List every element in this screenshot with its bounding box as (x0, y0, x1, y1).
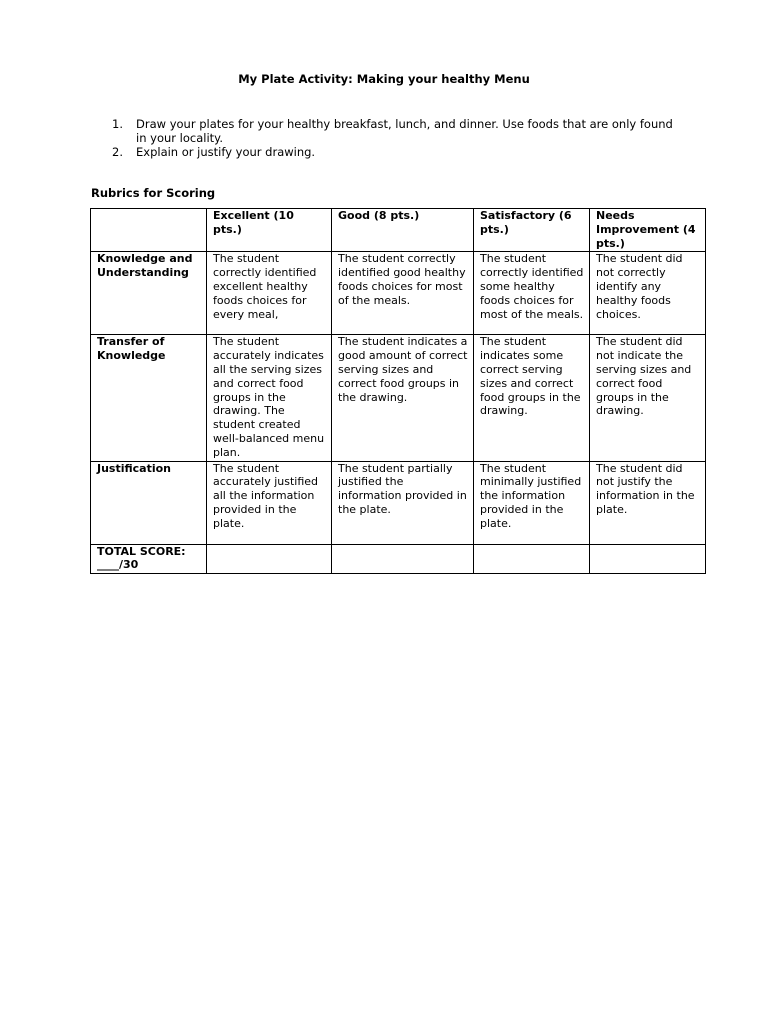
instruction-item (112, 146, 682, 160)
instruction-item (112, 118, 682, 146)
table-row (91, 461, 706, 544)
score-cell[interactable] (590, 544, 706, 574)
row-label: Justification (91, 461, 207, 544)
score-cell[interactable] (474, 544, 590, 574)
table-header-cell: Good (8 pts.) (332, 209, 474, 252)
table-cell: The student did not correctly identify any healthy foods choices. (590, 252, 706, 335)
instruction-number: 1. (112, 117, 123, 131)
table-header-cell: Excellent (10 pts.) (207, 209, 332, 252)
table-cell: The student correctly identified some healthy foods choices for most of the meals. (474, 252, 590, 335)
table-cell: The student indicates a good amount of correct serving sizes and correct food groups in the drawing. (332, 335, 474, 461)
table-row (91, 335, 706, 461)
table-cell: The student correctly identified good healthy foods choices for most of the meals. (332, 252, 474, 335)
table-cell: The student accurately indicates all the serving sizes and correct food groups in the drawing. The student created well-balanced menu plan. (207, 335, 332, 461)
table-header-row (91, 209, 706, 252)
instruction-text: Explain or justify your drawing. (136, 144, 316, 159)
document-title: My Plate Activity: Making your healthy Menu (238, 72, 530, 86)
table-cell: The student accurately justified all the information provided in the plate. (207, 461, 332, 544)
rubric-table (90, 208, 706, 574)
table-row-total (91, 544, 706, 574)
table-header-cell: Satisfactory (6 pts.) (474, 209, 590, 252)
row-label: Transfer of Knowledge (91, 335, 207, 461)
rubric-heading: Rubrics for Scoring (91, 186, 216, 200)
score-cell[interactable] (207, 544, 332, 574)
table-cell: The student minimally justified the information provided in the plate. (474, 461, 590, 544)
table-row (91, 252, 706, 335)
table-cell: The student indicates some correct serving sizes and correct food groups in the drawing. (474, 335, 590, 461)
table-header-cell (91, 209, 207, 252)
table-header-cell: Needs Improvement (4 pts.) (590, 209, 706, 252)
instruction-text: Draw your plates for your healthy breakfast, lunch, and dinner. Use foods that are only found in your locality. (136, 117, 673, 145)
instruction-number: 2. (112, 144, 123, 159)
instructions-list (112, 118, 682, 159)
table-cell: The student partially justified the information provided in the plate. (332, 461, 474, 544)
row-label: Knowledge and Understanding (91, 252, 207, 335)
table-cell: The student did not indicate the serving sizes and correct food groups in the drawing. (590, 335, 706, 461)
score-cell[interactable] (332, 544, 474, 574)
table-cell: The student did not justify the information in the plate. (590, 461, 706, 544)
total-score-label: TOTAL SCORE: ____/30 (91, 544, 207, 574)
table-cell: The student correctly identified excellent healthy foods choices for every meal, (207, 252, 332, 335)
